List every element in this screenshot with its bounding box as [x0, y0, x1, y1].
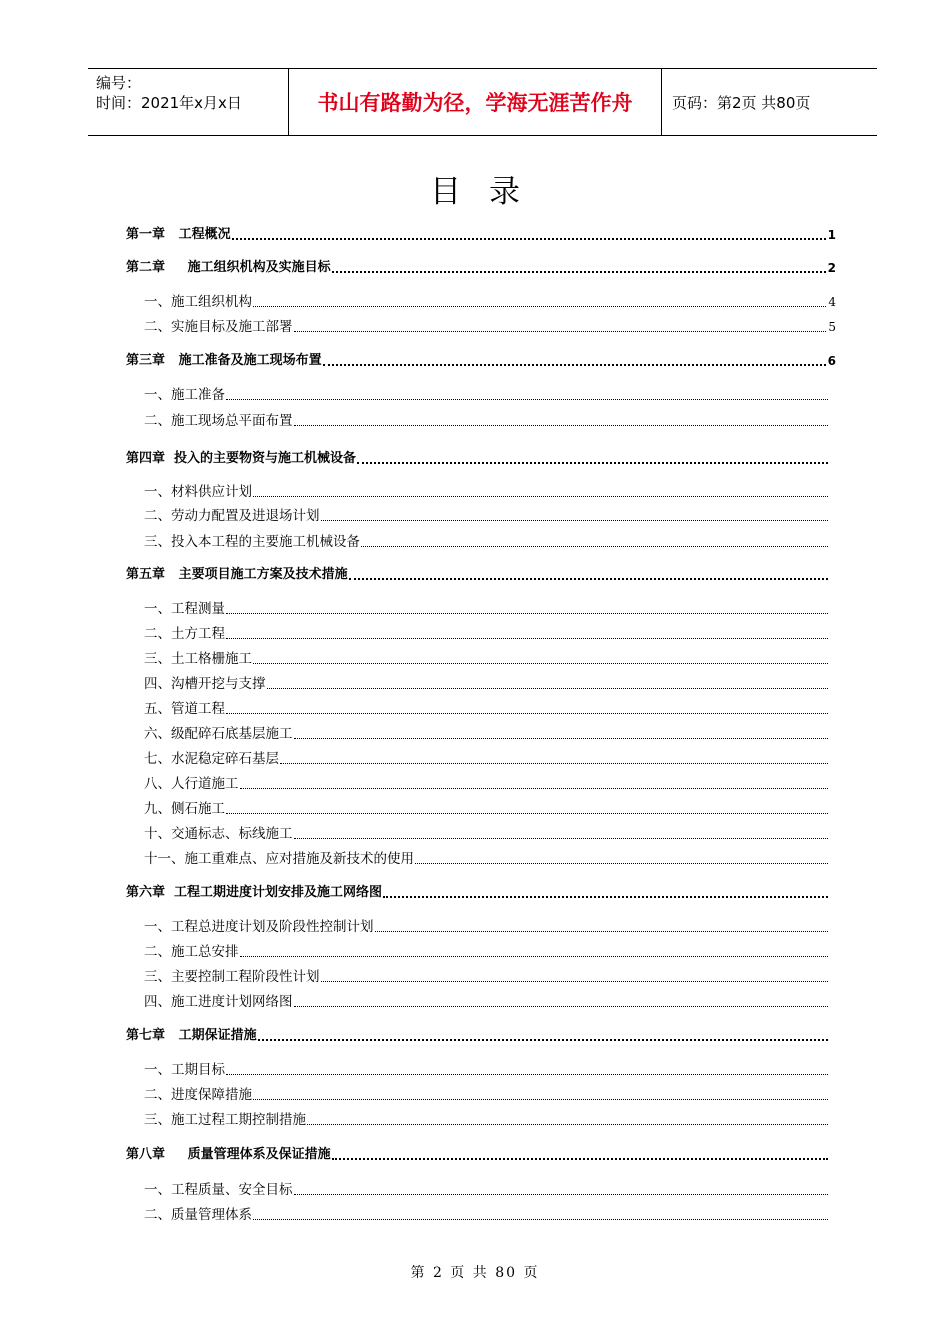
toc-entry-title: 八、人行道施工: [144, 776, 239, 792]
toc-entry-title: 二、进度保障措施: [144, 1087, 252, 1103]
toc-leader-dots: [226, 712, 828, 714]
toc-leader-dots: [307, 1123, 828, 1125]
toc-leader-dots: [226, 1073, 828, 1075]
toc-chapter-entry[interactable]: [126, 884, 836, 902]
toc-entry-title: 一、工程测量: [144, 601, 225, 617]
toc-section-entry[interactable]: [126, 825, 836, 843]
toc-leader-dots: [415, 862, 828, 864]
toc-entry-title: 第六章 工程工期进度计划安排及施工网络图: [126, 885, 383, 900]
toc-leader-dots: [332, 270, 826, 273]
toc-section-entry[interactable]: [126, 1206, 836, 1224]
toc-section-entry[interactable]: [126, 650, 836, 668]
toc-section-entry[interactable]: [126, 775, 836, 793]
toc-leader-dots: [323, 363, 826, 366]
toc-entry-title: 第八章 质量管理体系及保证措施: [126, 1147, 331, 1162]
toc-section-entry[interactable]: [126, 943, 836, 961]
toc-leader-dots: [267, 687, 829, 689]
toc-section-entry[interactable]: [126, 750, 836, 768]
toc-entry-title: 第四章 投入的主要物资与施工机械设备: [126, 451, 357, 466]
toc-leader-dots: [294, 737, 829, 739]
toc-section-entry[interactable]: [126, 993, 836, 1011]
serial-label: 编号：: [96, 74, 142, 92]
toc-section-entry[interactable]: [126, 725, 836, 743]
toc-leader-dots: [321, 980, 829, 982]
toc-leader-dots: [240, 955, 829, 957]
toc-leader-dots: [226, 637, 828, 639]
time-label: 时间：2021年x月x日: [96, 94, 242, 112]
toc-leader-dots: [332, 1157, 828, 1160]
toc-section-entry[interactable]: [126, 600, 836, 618]
toc-section-entry[interactable]: [126, 386, 836, 404]
toc-entry-title: 一、施工组织机构: [144, 294, 252, 310]
toc-section-entry[interactable]: [126, 675, 836, 693]
toc-entry-title: 一、施工准备: [144, 387, 225, 403]
toc-leader-dots: [226, 812, 828, 814]
toc-entry-title: 六、级配碎石底基层施工: [144, 726, 293, 742]
toc-leader-dots: [226, 398, 828, 400]
toc-chapter-entry[interactable]: [126, 1027, 836, 1045]
toc-entry-title: 一、工期目标: [144, 1062, 225, 1078]
header-page-code: 页码：第2页 共80页: [672, 93, 811, 112]
toc-leader-dots: [240, 787, 829, 789]
page-header: [88, 68, 877, 136]
toc-leader-dots: [253, 305, 826, 307]
toc-page-number: 1: [827, 228, 836, 242]
toc-section-entry[interactable]: [126, 700, 836, 718]
page-footer: 第 2 页 共 80 页: [410, 1265, 540, 1281]
toc-entry-title: 第一章 工程概况: [126, 227, 231, 242]
toc-entry-title: 第三章 施工准备及施工现场布置: [126, 353, 322, 368]
toc-section-entry[interactable]: [126, 918, 836, 936]
toc-entry-title: 五、管道工程: [144, 701, 225, 717]
toc-section-entry[interactable]: [126, 483, 836, 501]
toc-entry-title: 四、施工进度计划网络图: [144, 994, 293, 1010]
toc-chapter-entry[interactable]: [126, 259, 836, 277]
toc-page-number: 6: [827, 354, 836, 368]
toc-section-entry[interactable]: [126, 1111, 836, 1129]
toc-entry-title: 七、水泥稳定碎石基层: [144, 751, 279, 767]
toc-entry-title: 三、投入本工程的主要施工机械设备: [144, 534, 360, 550]
toc-entry-title: 二、施工总安排: [144, 944, 239, 960]
toc-entry-title: 二、劳动力配置及进退场计划: [144, 508, 320, 524]
toc-entry-title: 一、工程总进度计划及阶段性控制计划: [144, 919, 374, 935]
toc-leader-dots: [294, 330, 827, 332]
toc-leader-dots: [375, 930, 829, 932]
toc-leader-dots: [321, 519, 829, 521]
toc-page-number: 2: [827, 261, 836, 275]
toc-section-entry[interactable]: [126, 318, 836, 336]
toc-page-number: 4: [828, 295, 836, 309]
toc-leader-dots: [294, 837, 829, 839]
toc-section-entry[interactable]: [126, 800, 836, 818]
page-title: 目录: [430, 174, 548, 210]
toc-section-entry[interactable]: [126, 507, 836, 525]
toc-section-entry[interactable]: [126, 293, 836, 311]
toc-leader-dots: [383, 895, 828, 898]
toc-section-entry[interactable]: [126, 1061, 836, 1079]
toc-section-entry[interactable]: [126, 412, 836, 430]
toc-entry-title: 二、施工现场总平面布置: [144, 413, 293, 429]
toc-leader-dots: [294, 1193, 829, 1195]
toc-chapter-entry[interactable]: [126, 226, 836, 244]
toc-leader-dots: [294, 424, 829, 426]
toc-entry-title: 十一、施工重难点、应对措施及新技术的使用: [144, 851, 414, 867]
toc-chapter-entry[interactable]: [126, 566, 836, 584]
toc-leader-dots: [253, 1218, 828, 1220]
toc-entry-title: 三、土工格栅施工: [144, 651, 252, 667]
toc-section-entry[interactable]: [126, 1181, 836, 1199]
toc-entry-title: 一、材料供应计划: [144, 484, 252, 500]
toc-entry-title: 四、沟槽开挖与支撑: [144, 676, 266, 692]
toc-leader-dots: [349, 577, 828, 580]
toc-entry-title: 一、工程质量、安全目标: [144, 1182, 293, 1198]
toc-entry-title: 第七章 工期保证措施: [126, 1028, 257, 1043]
toc-page-number: 5: [828, 320, 836, 334]
header-meta: [88, 69, 288, 135]
toc-entry-title: 第二章 施工组织机构及实施目标: [126, 260, 331, 275]
toc-leader-dots: [253, 1098, 828, 1100]
toc-chapter-entry[interactable]: [126, 450, 836, 468]
toc-leader-dots: [253, 662, 828, 664]
toc-section-entry[interactable]: [126, 850, 836, 868]
header-motto: 书山有路勤为径，学海无涯苦作舟: [288, 69, 662, 135]
toc-entry-title: 九、侧石施工: [144, 801, 225, 817]
toc-leader-dots: [357, 461, 828, 464]
toc-entry-title: 二、实施目标及施工部署: [144, 319, 293, 335]
toc-leader-dots: [280, 762, 828, 764]
toc-section-entry[interactable]: [126, 625, 836, 643]
toc-entry-title: 二、土方工程: [144, 626, 225, 642]
toc-leader-dots: [232, 237, 826, 240]
toc-entry-title: 二、质量管理体系: [144, 1207, 252, 1223]
toc-section-entry[interactable]: [126, 1086, 836, 1104]
toc-leader-dots: [226, 612, 828, 614]
toc-entry-title: 三、主要控制工程阶段性计划: [144, 969, 320, 985]
toc-leader-dots: [361, 545, 828, 547]
toc-entry-title: 第五章 主要项目施工方案及技术措施: [126, 567, 348, 582]
toc-chapter-entry[interactable]: [126, 1146, 836, 1164]
toc-leader-dots: [258, 1038, 828, 1041]
toc-leader-dots: [253, 495, 828, 497]
toc-section-entry[interactable]: [126, 968, 836, 986]
toc-leader-dots: [294, 1005, 829, 1007]
toc-section-entry[interactable]: [126, 533, 836, 551]
toc-entry-title: 十、交通标志、标线施工: [144, 826, 293, 842]
toc-chapter-entry[interactable]: [126, 352, 836, 370]
toc-entry-title: 三、施工过程工期控制措施: [144, 1112, 306, 1128]
